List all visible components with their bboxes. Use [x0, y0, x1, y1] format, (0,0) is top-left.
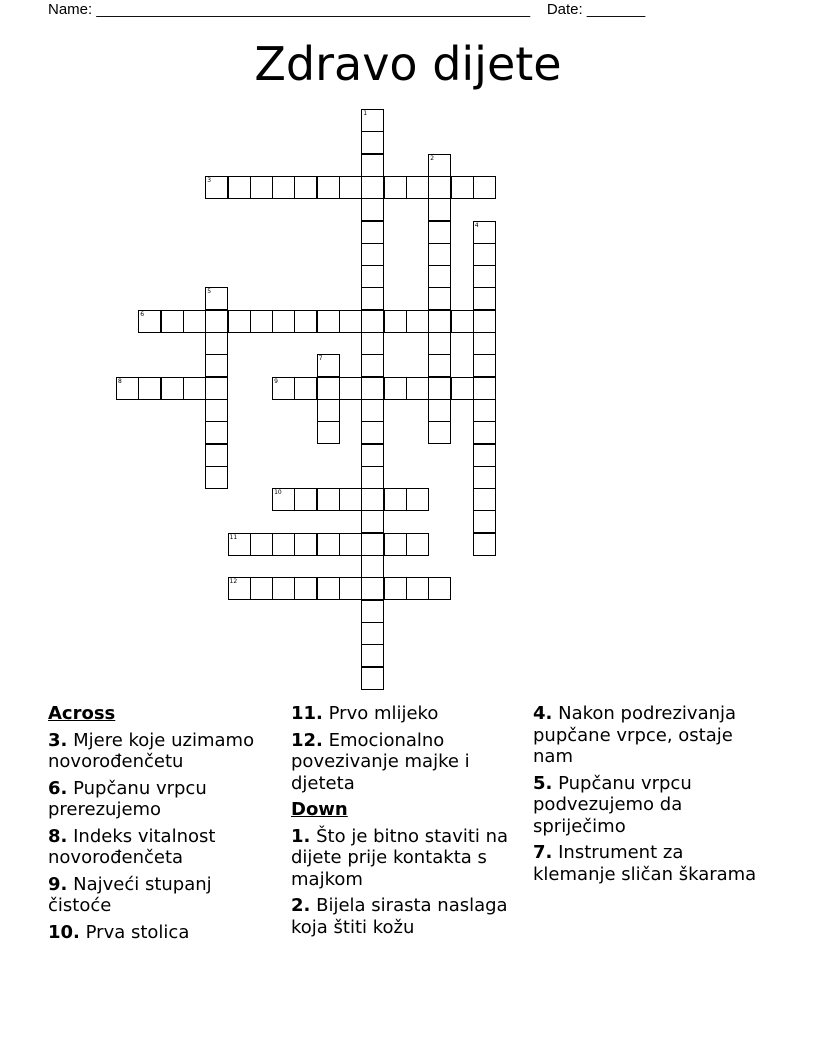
grid-cell[interactable]: [406, 310, 429, 333]
clue-across-6: [48, 778, 276, 821]
cell-number: 7: [318, 355, 323, 363]
grid-cell[interactable]: [428, 154, 451, 177]
cell-number: 11: [229, 533, 238, 541]
grid-cell[interactable]: [428, 176, 451, 199]
grid-cell[interactable]: [361, 131, 384, 154]
clue-number: 10.: [48, 921, 80, 943]
grid-cell[interactable]: [451, 310, 474, 333]
grid-cell[interactable]: [272, 533, 295, 556]
grid-cell[interactable]: [339, 377, 362, 400]
grid-cell[interactable]: [317, 310, 340, 333]
grid-cell[interactable]: [361, 555, 384, 578]
grid-cell[interactable]: [250, 533, 273, 556]
grid-cell[interactable]: [205, 466, 228, 489]
grid-cell[interactable]: [361, 377, 384, 400]
clue-down-4: [533, 703, 761, 768]
clue-text: Bijela sirasta naslaga koja štiti kožu: [291, 895, 508, 938]
grid-cell[interactable]: [428, 198, 451, 221]
grid-cell[interactable]: [361, 444, 384, 467]
grid-cell[interactable]: [428, 421, 451, 444]
grid-cell[interactable]: [228, 176, 251, 199]
grid-cell[interactable]: [406, 377, 429, 400]
grid-cell[interactable]: [294, 377, 317, 400]
grid-cell[interactable]: [272, 310, 295, 333]
grid-cell[interactable]: [406, 533, 429, 556]
grid-cell[interactable]: [317, 399, 340, 422]
grid-cell[interactable]: [205, 332, 228, 355]
grid-cell[interactable]: [361, 421, 384, 444]
grid-cell[interactable]: [361, 332, 384, 355]
grid-cell[interactable]: [161, 310, 184, 333]
cell-number: 1: [363, 110, 368, 117]
clue-number: 12.: [291, 729, 323, 751]
grid-cell[interactable]: [205, 377, 228, 400]
grid-cell[interactable]: [317, 354, 340, 377]
grid-cell[interactable]: [205, 287, 228, 310]
grid-cell[interactable]: [317, 377, 340, 400]
grid-cell[interactable]: [406, 577, 429, 600]
clue-number: 1.: [291, 825, 311, 847]
grid-cell[interactable]: [473, 332, 496, 355]
grid-cell[interactable]: [272, 577, 295, 600]
grid-cell[interactable]: [294, 577, 317, 600]
grid-cell[interactable]: [339, 176, 362, 199]
cell-number: 6: [140, 310, 145, 318]
grid-cell[interactable]: [384, 176, 407, 199]
grid-cell[interactable]: [339, 533, 362, 556]
grid-cell[interactable]: [138, 377, 161, 400]
grid-cell[interactable]: [205, 310, 228, 333]
clue-across-9: [48, 874, 276, 917]
clue-text: Pupčanu vrpcu prerezujemo: [48, 777, 207, 820]
grid-cell[interactable]: [228, 310, 251, 333]
grid-cell[interactable]: [384, 533, 407, 556]
clue-text: Pupčanu vrpcu podvezujemo da spriječimo: [533, 772, 692, 837]
grid-cell[interactable]: [473, 265, 496, 288]
clue-down-1: [291, 826, 519, 891]
grid-cell[interactable]: [473, 533, 496, 556]
cell-number: 2: [430, 154, 435, 162]
clue-text: Instrument za klemanje sličan škarama: [533, 842, 757, 885]
clue-number: 9.: [48, 873, 68, 895]
clue-down-7: [533, 842, 761, 885]
grid-cell[interactable]: [428, 243, 451, 266]
grid-cell[interactable]: [473, 488, 496, 511]
grid-cell[interactable]: [473, 310, 496, 333]
grid-cell[interactable]: [361, 399, 384, 422]
grid-cell[interactable]: [361, 310, 384, 333]
clues-column-1: [48, 703, 276, 948]
clue-number: 11.: [291, 703, 323, 724]
grid-cell[interactable]: [161, 377, 184, 400]
name-date-line: Name: ____________________________________________________ Date: _______: [48, 1, 646, 18]
cell-number: 10: [274, 489, 282, 497]
grid-cell[interactable]: [361, 354, 384, 377]
cell-number: 8: [118, 377, 122, 385]
clue-across-12: [291, 730, 519, 795]
grid-cell[interactable]: [339, 310, 362, 333]
grid-cell[interactable]: [473, 176, 496, 199]
down-heading: Down: [291, 799, 348, 820]
cell-number: 5: [207, 288, 212, 296]
clue-text: Emocionalno povezivanje majke i djeteta: [291, 729, 470, 794]
grid-cell[interactable]: [361, 644, 384, 667]
grid-cell[interactable]: [205, 399, 228, 422]
grid-cell[interactable]: [451, 176, 474, 199]
page-title: Zdravo dijete: [254, 37, 562, 91]
grid-cell[interactable]: [361, 510, 384, 533]
grid-cell[interactable]: [294, 310, 317, 333]
grid-cell[interactable]: [473, 466, 496, 489]
grid-cell[interactable]: [294, 533, 317, 556]
clue-number: 8.: [48, 825, 68, 847]
grid-cell[interactable]: [317, 577, 340, 600]
grid-cell[interactable]: [473, 399, 496, 422]
grid-cell[interactable]: [361, 600, 384, 623]
grid-cell[interactable]: [361, 265, 384, 288]
grid-cell[interactable]: [473, 444, 496, 467]
grid-cell[interactable]: [473, 221, 496, 244]
grid-cell[interactable]: [428, 332, 451, 355]
grid-cell[interactable]: [294, 176, 317, 199]
grid-cell[interactable]: [361, 622, 384, 645]
grid-cell[interactable]: [473, 510, 496, 533]
grid-cell[interactable]: [250, 176, 273, 199]
grid-cell[interactable]: [428, 354, 451, 377]
grid-cell[interactable]: [228, 577, 251, 600]
grid-cell[interactable]: [384, 577, 407, 600]
grid-cell[interactable]: [205, 444, 228, 467]
clue-number: 5.: [533, 772, 553, 794]
grid-cell[interactable]: [250, 577, 273, 600]
grid-cell[interactable]: [317, 533, 340, 556]
clue-number: 4.: [533, 703, 553, 724]
grid-cell[interactable]: [138, 310, 161, 333]
clues-column-2: [291, 703, 519, 943]
grid-cell[interactable]: [473, 354, 496, 377]
grid-cell[interactable]: [428, 310, 451, 333]
clue-number: 3.: [48, 729, 68, 751]
clue-down-2: [291, 895, 519, 938]
grid-cell[interactable]: [361, 533, 384, 556]
grid-cell[interactable]: [294, 488, 317, 511]
clue-text: Indeks vitalnost novorođenčeta: [48, 825, 216, 868]
clue-down-5: [533, 773, 761, 838]
grid-cell[interactable]: [451, 377, 474, 400]
cell-number: 3: [207, 176, 212, 184]
clue-text: Prvo mlijeko: [328, 703, 439, 724]
clue-across-10: [48, 922, 276, 944]
grid-cell[interactable]: [205, 176, 228, 199]
grid-cell[interactable]: [317, 488, 340, 511]
clue-text: Mjere koje uzimamo novorođenčetu: [48, 729, 255, 772]
clue-text: Nakon podrezivanja pupčane vrpce, ostaje nam: [533, 703, 737, 767]
grid-cell[interactable]: [406, 176, 429, 199]
grid-cell[interactable]: [272, 176, 295, 199]
grid-cell[interactable]: [428, 265, 451, 288]
grid-cell[interactable]: [183, 310, 206, 333]
grid-cell[interactable]: [272, 488, 295, 511]
grid-cell[interactable]: [116, 377, 139, 400]
grid-cell[interactable]: [205, 421, 228, 444]
grid-cell[interactable]: [428, 399, 451, 422]
cell-number: 4: [474, 221, 479, 229]
grid-cell[interactable]: [361, 176, 384, 199]
grid-cell[interactable]: [428, 377, 451, 400]
grid-cell[interactable]: [361, 577, 384, 600]
clue-across-8: [48, 826, 276, 869]
cell-number: 9: [274, 377, 278, 385]
grid-cell[interactable]: [361, 198, 384, 221]
grid-cell[interactable]: [361, 221, 384, 244]
grid-cell[interactable]: [384, 377, 407, 400]
grid-cell[interactable]: [361, 109, 384, 132]
grid-cell[interactable]: [384, 310, 407, 333]
grid-cell[interactable]: [339, 488, 362, 511]
clue-across-11: [291, 703, 519, 725]
clue-number: 6.: [48, 777, 68, 799]
grid-cell[interactable]: [473, 287, 496, 310]
clue-text: Najveći stupanj čistoće: [48, 873, 212, 916]
grid-cell[interactable]: [361, 243, 384, 266]
grid-cell[interactable]: [406, 488, 429, 511]
grid-cell[interactable]: [428, 577, 451, 600]
grid-cell[interactable]: [250, 310, 273, 333]
grid-cell[interactable]: [473, 421, 496, 444]
grid-cell[interactable]: [384, 488, 407, 511]
grid-cell[interactable]: [272, 377, 295, 400]
grid-cell[interactable]: [361, 287, 384, 310]
clues-column-3: [533, 703, 761, 890]
grid-cell[interactable]: [339, 577, 362, 600]
cell-number: 12: [229, 578, 238, 586]
grid-cell[interactable]: [361, 488, 384, 511]
grid-cell[interactable]: [428, 221, 451, 244]
clue-number: 2.: [291, 895, 311, 916]
clue-number: 7.: [533, 842, 553, 863]
grid-cell[interactable]: [361, 667, 384, 690]
across-heading: Across: [48, 703, 116, 724]
grid-cell[interactable]: [361, 466, 384, 489]
clue-text: Što je bitno staviti na dijete prije kontakta s majkom: [291, 825, 509, 890]
grid-cell[interactable]: [473, 377, 496, 400]
clue-across-3: [48, 730, 276, 773]
grid-cell[interactable]: [473, 243, 496, 266]
grid-cell[interactable]: [183, 377, 206, 400]
grid-cell[interactable]: [428, 287, 451, 310]
grid-cell[interactable]: [228, 533, 251, 556]
grid-cell[interactable]: [317, 421, 340, 444]
clue-text: Prva stolica: [85, 921, 190, 943]
grid-cell[interactable]: [205, 354, 228, 377]
grid-cell[interactable]: [317, 176, 340, 199]
grid-cell[interactable]: [361, 154, 384, 177]
